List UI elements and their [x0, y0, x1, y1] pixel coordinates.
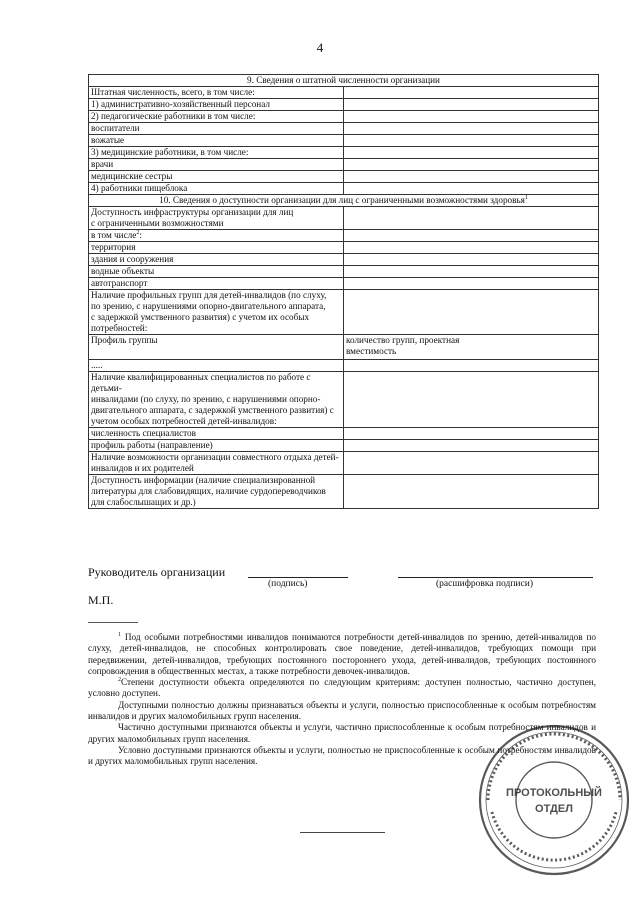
table-row: вожатые [89, 135, 599, 147]
table-row: 2) педагогические работники в том числе: [89, 111, 599, 123]
section-10-header [89, 195, 599, 207]
footnote-1: $^1$ Под особыми потребностями инвалидов понимаются потребности детей-инвалидов по зрению, детей-инвалидов по слуху, детей-инвалидов, не способных контролировать свое поведение, детей-инвалидов, требующих помощи при передвижении, детей-инвалидов, требующих постоянного постороннего ухода, детей-инвалидов, требующих постоянного сопровождения в общественных местах, а также потребности девочек-инвалидов. [88, 631, 596, 676]
table-row: 1) административно-хозяйственный персонал [89, 99, 599, 111]
footnote-paragraph: Доступными полностью должны признаваться объекты и услуги, полностью приспособленные к особым потребностям инвалидов и других маломобильных групп населения. [88, 699, 596, 722]
table-row: воспитатели [89, 123, 599, 135]
signature-line[interactable] [248, 577, 348, 578]
table-row: численность специалистов [89, 428, 599, 440]
table-row: Наличие возможности организации совместного отдыха детей- инвалидов и их родителей [89, 452, 599, 475]
info-table [88, 74, 599, 509]
table-row: 3) медицинские работники, в том числе: [89, 147, 599, 159]
table-row: Доступность информации (наличие специализированной литературы для слабовидящих, наличие сурдопереводчиков для слабослышащих и др.) [89, 475, 599, 509]
footnote-paragraph: Частично доступными признаются объекты и услуги, частично приспособленные к особым потребностям инвалидов и других маломобильных групп населения. [88, 722, 596, 744]
section-9-header [89, 75, 599, 87]
table-row: 4) работники пищеблока [89, 183, 599, 195]
footnote-separator [88, 622, 138, 623]
table-row: врачи [89, 159, 599, 171]
section-9-title: 9. Сведения о штатной численности организации [89, 75, 599, 87]
footnote-paragraph: Условно доступными признаются объекты и услуги, полностью не приспособленные к особым потребностям инвалидов и других маломобильных групп населения. [88, 744, 596, 767]
signature-decode-line[interactable] [398, 577, 593, 578]
table-row: профиль работы (направление) [89, 440, 599, 452]
section-10-title: 10. Сведения о доступности организации для лиц с ограниченными возможностями здоровья$^1$ [89, 195, 599, 207]
stamp-line-1: ПРОТОКОЛЬНЫЙ [506, 787, 602, 799]
signature-caption: (подпись) [268, 579, 308, 589]
footnote-2: $^2$Степени доступности объекта определяются по следующим критериям: доступен полностью, частично доступен, условно доступен. [88, 677, 596, 699]
stamp-line-2: ОТДЕЛ [535, 803, 573, 815]
signature-label: Руководитель организации [88, 565, 226, 579]
table-row: Наличие квалифицированных специалистов по работе с детьми- инвалидами (по слуху, по зрению, с нарушениями опорно- двигательного аппарата, с задержкой умственного развития) с учетом особых потребностей детей-инвалидов: [89, 372, 599, 428]
table-row: Доступность инфраструктуры организации для лиц с ограниченными возможностями [89, 207, 599, 230]
table-row: ..... [89, 360, 599, 372]
table-row: Профиль группы количество групп, проектная вместимость [89, 335, 599, 360]
signature-block [88, 565, 608, 625]
table-row: водные объекты [89, 266, 599, 278]
table-row: Штатная численность, всего, в том числе: [89, 87, 599, 99]
official-stamp-icon [474, 720, 634, 880]
table-row: в том числе$^2$: [89, 230, 599, 242]
table-row: здания и сооружения [89, 254, 599, 266]
signature-decode-caption: (расшифровка подписи) [436, 579, 533, 589]
table-row: медицинские сестры [89, 171, 599, 183]
table-row: Наличие профильных групп для детей-инвалидов (по слуху, по зрению, с нарушениями опорно-двигательного аппарата, с задержкой умственного развития) с учетом их особых потребностей: [89, 290, 599, 335]
table-row: автотранспорт [89, 278, 599, 290]
page-number: 4 [316, 40, 324, 55]
bottom-line [300, 832, 385, 833]
seal-place-label: М.П. [88, 593, 114, 607]
table-row: территория [89, 242, 599, 254]
